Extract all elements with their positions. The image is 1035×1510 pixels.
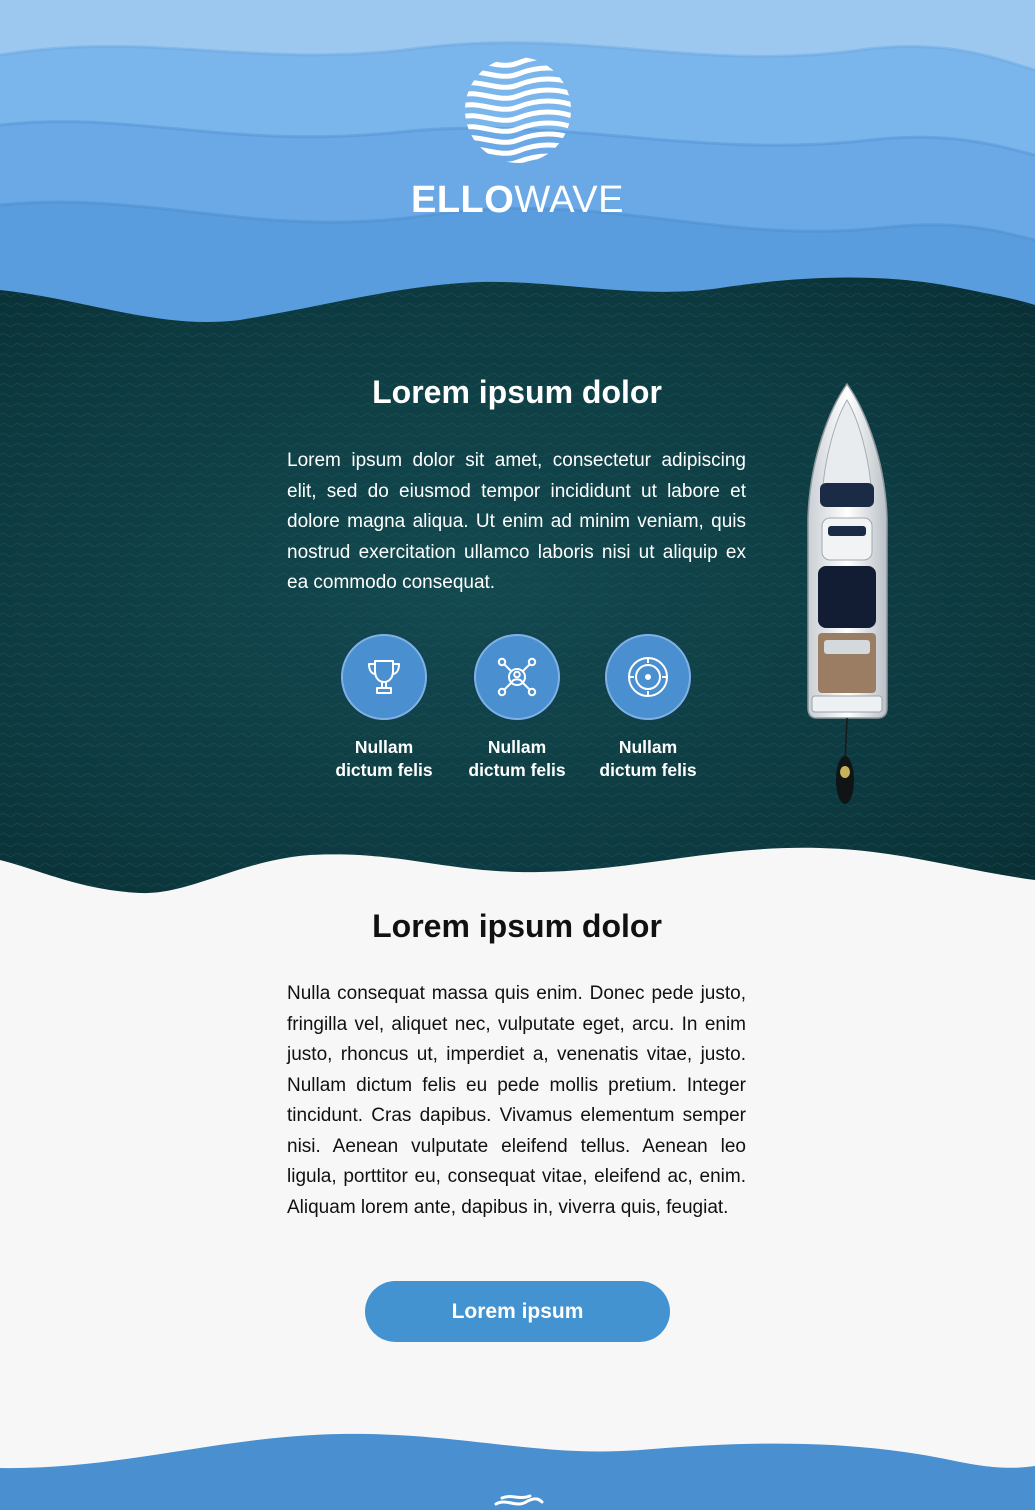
network-user-icon: [494, 654, 540, 700]
brand-name-light: WAVE: [514, 179, 624, 221]
brand-name: [0, 180, 1035, 220]
brand-logo: [0, 55, 1035, 221]
feature-badge: [341, 634, 427, 720]
brand-name-bold: ELLO: [410, 179, 515, 221]
feature-label: Nullam dictum felis: [335, 737, 433, 780]
hero-title: Lorem ipsum dolor: [372, 374, 662, 410]
feature-label: Nullam dictum felis: [599, 737, 697, 780]
feature-item-1: [324, 634, 444, 782]
trophy-icon: [362, 655, 406, 699]
feature-badge: [605, 634, 691, 720]
section-text: Nulla consequat massa quis enim. Donec pede justo, fringilla vel, aliquet nec, vulputate eget, arcu. In enim justo, rhoncus ut, imperdiet a, venenatis vitae, justo. Nullam dictum felis eu pede mollis pretium. Integer tincidunt. Cras dapibus. Vivamus elementum semper nisi. Aenean vulputate eleifend tellus. Aenean leo ligula, porttitor eu, consequat vitae, eleifend ac, enim. Aliquam lorem ante, dapibus in, viverra quis, feugiat.: [287, 983, 746, 1218]
feature-item-2: [457, 634, 577, 782]
section-title: Lorem ipsum dolor: [372, 908, 662, 944]
feature-label: Nullam dictum felis: [468, 737, 566, 780]
footer-wave-logo-icon: [490, 1494, 546, 1510]
feature-item-3: [588, 634, 708, 782]
feature-badge: [474, 634, 560, 720]
yacht-image: [790, 378, 900, 818]
wave-sphere-icon: [463, 55, 573, 165]
hero-text: Lorem ipsum dolor sit amet, consectetur adipiscing elit, sed do eiusmod tempor incididunt ut labore et dolore magna aliqua. Ut enim ad minim veniam, quis nostrud exercitation ullamco laboris nisi ut aliquip ex ea commodo consequat.: [287, 450, 746, 593]
cta-button[interactable]: Lorem ipsum: [365, 1281, 670, 1342]
target-icon: [625, 654, 671, 700]
